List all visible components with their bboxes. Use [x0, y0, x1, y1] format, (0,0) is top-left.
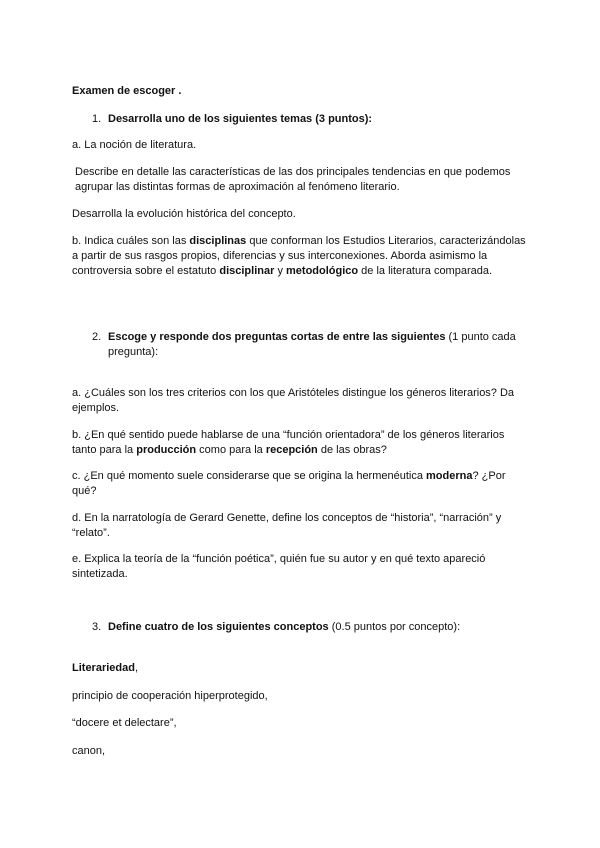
s3-concept-2: principio de cooperación hiperprotegido, [72, 690, 268, 702]
s2-question-c: c. ¿En qué momento suele considerarse que se origina la hermenéutica moderna? ¿Por qué? [72, 470, 506, 497]
exam-title: Examen de escoger . [72, 85, 182, 97]
s1-option-a-describe: Describe en detalle las características de las dos principales tendencias en que podemos agrupar las distintas formas de aproximación al fenómeno literario. [75, 166, 511, 193]
section-3-number: 3. [92, 621, 102, 633]
s1-option-a: a. La noción de literatura. [72, 139, 197, 151]
section-3-heading: 3. Define cuatro de los siguientes conceptos (0.5 puntos por concepto): [92, 621, 461, 633]
s3-concept-3: “docere et delectare”, [72, 717, 177, 729]
section-1-number: 1. [92, 113, 102, 125]
section-1-title: Desarrolla uno de los siguientes temas (3 puntos): [108, 113, 373, 125]
section-2-title: Escoge y responde dos preguntas cortas de entre las siguientes [108, 331, 446, 343]
s3-concept-1: Literariedad, [72, 662, 139, 674]
section-1-heading [92, 112, 373, 127]
s1-option-a-evolution: Desarrolla la evolución histórica del concepto. [72, 208, 296, 220]
section-3-title: Define cuatro de los siguientes conceptos [108, 621, 329, 633]
s2-question-d: d. En la narratología de Gerard Genette, define los conceptos de “historia”, “narración” y “relato”. [72, 512, 502, 539]
s2-question-a: a. ¿Cuáles son los tres criterios con los que Aristóteles distingue los géneros literarios? Da ejemplos. [72, 387, 515, 414]
section-2-heading: 2. Escoge y responde dos preguntas cortas de entre las siguientes (1 punto cada pregunta): [92, 331, 516, 358]
s2-question-b: b. ¿En qué sentido puede hablarse de una “función orientadora” de los géneros literarios tanto para la producción como para la recepción de las obras? [72, 429, 505, 456]
s2-question-e: e. Explica la teoría de la “función poética”, quién fue su autor y en qué texto apareció sintetizada. [72, 553, 486, 580]
s1-option-b: b. Indica cuáles son las disciplinas que conforman los Estudios Literarios, caracterizándolas a partir de sus rasgos propios, diferencias y sus interconexiones. Aborda asimismo la controversia sobre el estatuto disciplinar y metodológico de la literatura comparada. [72, 235, 526, 277]
section-2-number: 2. [92, 331, 102, 343]
s3-concept-4: canon, [72, 745, 106, 757]
